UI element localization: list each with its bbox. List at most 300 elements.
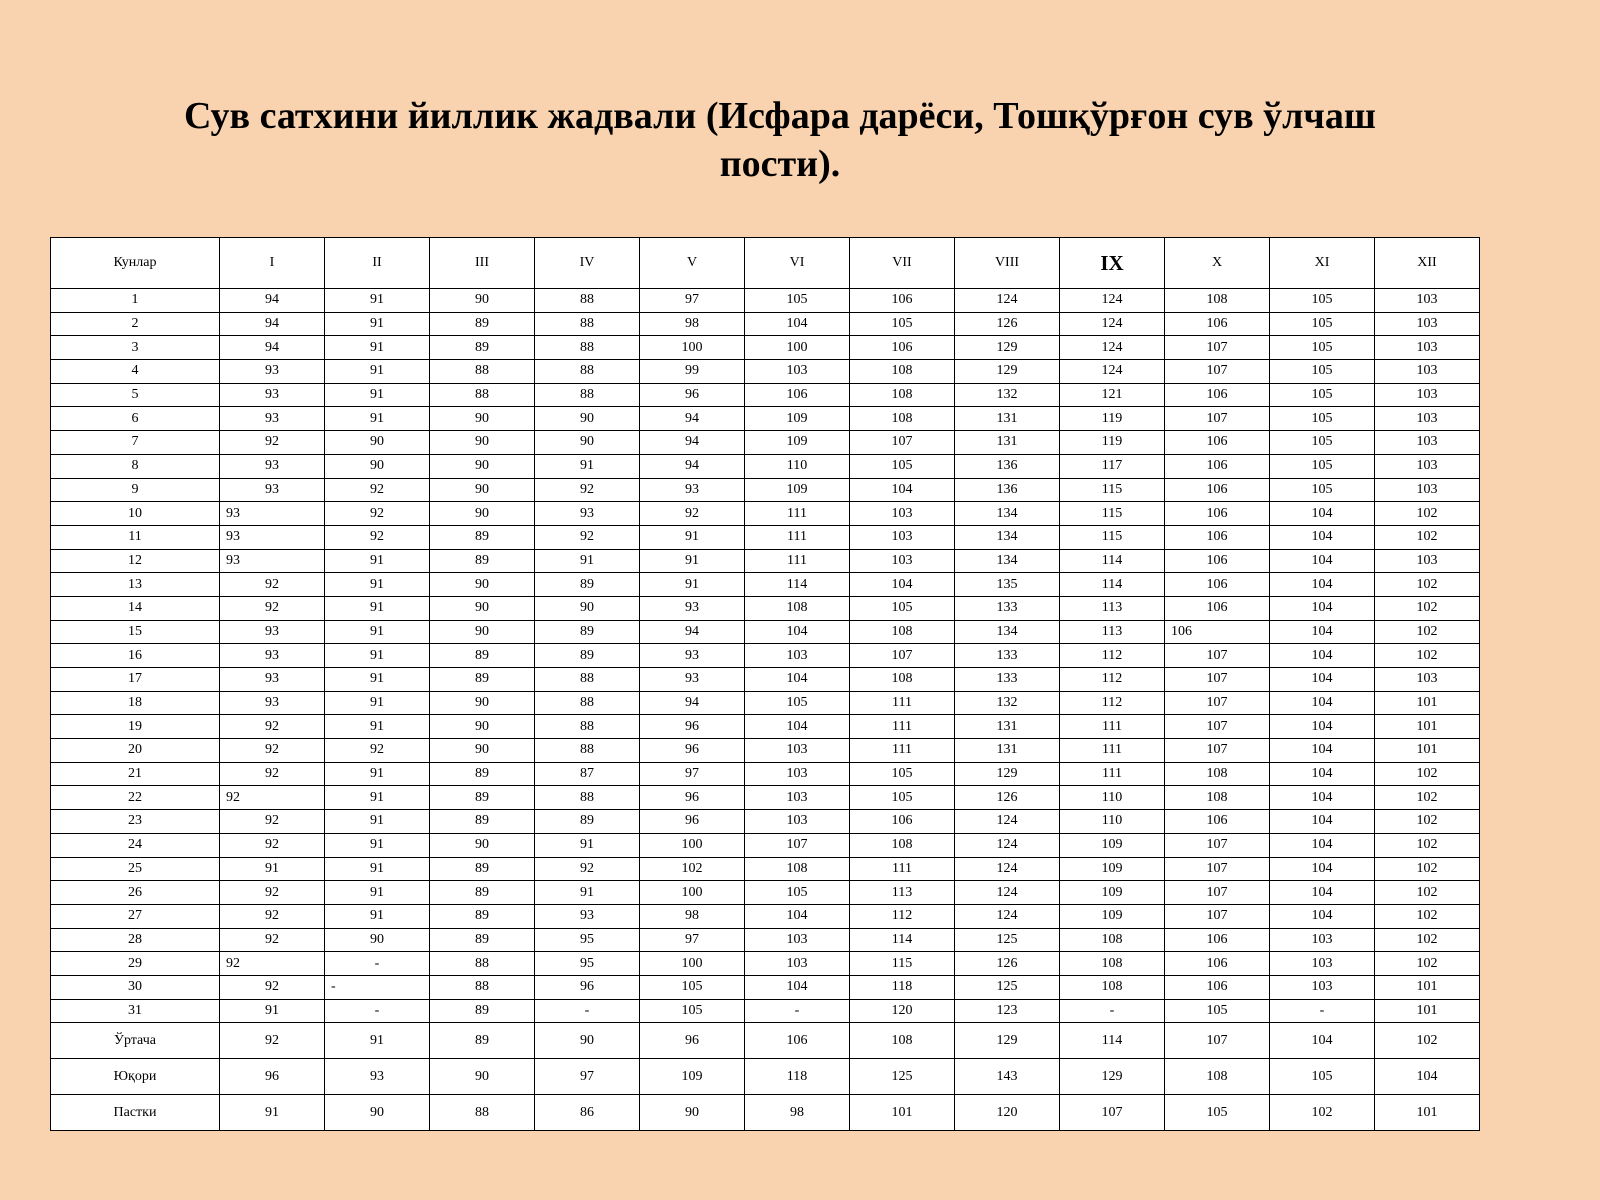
- value-cell: -: [745, 999, 850, 1023]
- value-cell: 103: [1375, 407, 1480, 431]
- value-cell: 90: [430, 739, 535, 763]
- value-cell: 108: [1060, 928, 1165, 952]
- summary-value: 90: [325, 1095, 430, 1131]
- value-cell: 107: [1165, 644, 1270, 668]
- value-cell: 103: [745, 786, 850, 810]
- value-cell: 94: [220, 336, 325, 360]
- summary-value: 101: [1375, 1095, 1480, 1131]
- value-cell: 93: [535, 502, 640, 526]
- value-cell: -: [325, 952, 430, 976]
- value-cell: 92: [220, 833, 325, 857]
- header-month: IX: [1060, 238, 1165, 289]
- value-cell: 93: [220, 691, 325, 715]
- value-cell: 106: [1165, 952, 1270, 976]
- value-cell: 105: [1270, 360, 1375, 384]
- value-cell: 93: [220, 525, 325, 549]
- day-cell: 25: [51, 857, 220, 881]
- summary-value: 104: [1375, 1059, 1480, 1095]
- value-cell: 96: [640, 810, 745, 834]
- value-cell: 99: [640, 360, 745, 384]
- summary-value: 88: [430, 1095, 535, 1131]
- value-cell: 106: [1165, 928, 1270, 952]
- day-cell: 27: [51, 904, 220, 928]
- value-cell: 92: [325, 502, 430, 526]
- value-cell: 91: [325, 691, 430, 715]
- header-month: V: [640, 238, 745, 289]
- value-cell: 107: [1165, 360, 1270, 384]
- value-cell: 110: [1060, 786, 1165, 810]
- value-cell: 106: [1165, 478, 1270, 502]
- value-cell: 88: [535, 739, 640, 763]
- value-cell: 91: [325, 715, 430, 739]
- value-cell: 89: [535, 620, 640, 644]
- day-cell: 12: [51, 549, 220, 573]
- summary-value: 90: [640, 1095, 745, 1131]
- value-cell: 89: [430, 881, 535, 905]
- table-row: [51, 312, 1480, 336]
- day-cell: 14: [51, 596, 220, 620]
- value-cell: 104: [850, 573, 955, 597]
- value-cell: 89: [430, 525, 535, 549]
- value-cell: 124: [1060, 360, 1165, 384]
- value-cell: 91: [325, 810, 430, 834]
- value-cell: 101: [1375, 691, 1480, 715]
- value-cell: 93: [220, 407, 325, 431]
- value-cell: 94: [640, 691, 745, 715]
- summary-value: 125: [850, 1059, 955, 1095]
- value-cell: 92: [220, 881, 325, 905]
- value-cell: 132: [955, 691, 1060, 715]
- value-cell: 104: [745, 668, 850, 692]
- header-month: VIII: [955, 238, 1060, 289]
- value-cell: 104: [1270, 857, 1375, 881]
- value-cell: 103: [1375, 668, 1480, 692]
- value-cell: 106: [1165, 383, 1270, 407]
- value-cell: 91: [325, 762, 430, 786]
- value-cell: 111: [745, 549, 850, 573]
- value-cell: 134: [955, 525, 1060, 549]
- value-cell: 90: [430, 407, 535, 431]
- value-cell: 113: [1060, 620, 1165, 644]
- value-cell: 102: [1375, 620, 1480, 644]
- value-cell: 106: [1165, 573, 1270, 597]
- table-row: [51, 928, 1480, 952]
- value-cell: 97: [640, 762, 745, 786]
- table-row: [51, 525, 1480, 549]
- value-cell: 103: [745, 928, 850, 952]
- value-cell: 121: [1060, 383, 1165, 407]
- value-cell: 91: [325, 407, 430, 431]
- value-cell: 120: [850, 999, 955, 1023]
- value-cell: 104: [745, 975, 850, 999]
- value-cell: 114: [1060, 549, 1165, 573]
- value-cell: 92: [220, 952, 325, 976]
- value-cell: 94: [640, 407, 745, 431]
- value-cell: 106: [1165, 810, 1270, 834]
- value-cell: 111: [850, 739, 955, 763]
- value-cell: 106: [1165, 431, 1270, 455]
- value-cell: 109: [1060, 833, 1165, 857]
- value-cell: 114: [850, 928, 955, 952]
- table-row: [51, 810, 1480, 834]
- summary-value: 143: [955, 1059, 1060, 1095]
- value-cell: 91: [325, 360, 430, 384]
- summary-label: Юқори: [51, 1059, 220, 1095]
- value-cell: 108: [1165, 786, 1270, 810]
- value-cell: 93: [220, 360, 325, 384]
- value-cell: 91: [325, 549, 430, 573]
- value-cell: 102: [1375, 596, 1480, 620]
- day-cell: 5: [51, 383, 220, 407]
- value-cell: 103: [1375, 478, 1480, 502]
- day-cell: 26: [51, 881, 220, 905]
- value-cell: 131: [955, 739, 1060, 763]
- value-cell: 102: [1375, 525, 1480, 549]
- value-cell: 92: [325, 525, 430, 549]
- value-cell: 95: [535, 928, 640, 952]
- value-cell: 111: [1060, 739, 1165, 763]
- value-cell: 105: [1270, 336, 1375, 360]
- day-cell: 10: [51, 502, 220, 526]
- value-cell: 105: [850, 786, 955, 810]
- value-cell: 126: [955, 312, 1060, 336]
- title-line-2: пости).: [719, 143, 841, 185]
- value-cell: 102: [1375, 952, 1480, 976]
- summary-value: 98: [745, 1095, 850, 1131]
- value-cell: 90: [430, 478, 535, 502]
- value-cell: 105: [1270, 407, 1375, 431]
- value-cell: 134: [955, 502, 1060, 526]
- table-row: [51, 336, 1480, 360]
- value-cell: 115: [850, 952, 955, 976]
- value-cell: 90: [535, 407, 640, 431]
- value-cell: 100: [640, 336, 745, 360]
- value-cell: 104: [1270, 715, 1375, 739]
- value-cell: 115: [1060, 502, 1165, 526]
- day-cell: 24: [51, 833, 220, 857]
- value-cell: 91: [325, 620, 430, 644]
- value-cell: 105: [1270, 383, 1375, 407]
- header-days: Кунлар: [51, 238, 220, 289]
- value-cell: 89: [535, 810, 640, 834]
- value-cell: 90: [535, 431, 640, 455]
- table-row: [51, 762, 1480, 786]
- value-cell: 89: [430, 668, 535, 692]
- value-cell: 94: [220, 312, 325, 336]
- value-cell: 105: [850, 762, 955, 786]
- value-cell: 111: [745, 525, 850, 549]
- value-cell: 115: [1060, 478, 1165, 502]
- value-cell: 124: [955, 833, 1060, 857]
- summary-value: 107: [1060, 1095, 1165, 1131]
- value-cell: 124: [955, 904, 1060, 928]
- value-cell: 108: [850, 360, 955, 384]
- value-cell: 111: [850, 691, 955, 715]
- value-cell: 102: [1375, 881, 1480, 905]
- value-cell: 133: [955, 644, 1060, 668]
- value-cell: 104: [1270, 596, 1375, 620]
- value-cell: 90: [430, 596, 535, 620]
- value-cell: 106: [1165, 549, 1270, 573]
- value-cell: 89: [535, 644, 640, 668]
- value-cell: 104: [1270, 739, 1375, 763]
- value-cell: 129: [955, 360, 1060, 384]
- value-cell: 129: [955, 762, 1060, 786]
- value-cell: 104: [1270, 644, 1375, 668]
- table-row: [51, 573, 1480, 597]
- value-cell: 93: [220, 549, 325, 573]
- value-cell: 111: [1060, 762, 1165, 786]
- value-cell: 94: [220, 289, 325, 313]
- value-cell: 90: [430, 620, 535, 644]
- value-cell: 103: [1375, 549, 1480, 573]
- value-cell: 105: [1270, 289, 1375, 313]
- value-cell: 91: [325, 857, 430, 881]
- value-cell: 108: [745, 596, 850, 620]
- value-cell: 109: [1060, 904, 1165, 928]
- day-cell: 28: [51, 928, 220, 952]
- value-cell: 88: [535, 289, 640, 313]
- value-cell: 91: [325, 833, 430, 857]
- day-cell: 11: [51, 525, 220, 549]
- table-row: [51, 596, 1480, 620]
- value-cell: 101: [1375, 739, 1480, 763]
- value-cell: 131: [955, 407, 1060, 431]
- summary-value: 105: [1270, 1059, 1375, 1095]
- value-cell: 106: [1165, 312, 1270, 336]
- value-cell: 124: [955, 810, 1060, 834]
- value-cell: 102: [1375, 502, 1480, 526]
- value-cell: 104: [1270, 904, 1375, 928]
- value-cell: 93: [220, 668, 325, 692]
- summary-label: Пастки: [51, 1095, 220, 1131]
- table-header-row: [51, 238, 1480, 289]
- day-cell: 23: [51, 810, 220, 834]
- value-cell: 109: [1060, 881, 1165, 905]
- value-cell: 136: [955, 454, 1060, 478]
- value-cell: 105: [850, 454, 955, 478]
- value-cell: 124: [955, 881, 1060, 905]
- value-cell: 111: [1060, 715, 1165, 739]
- value-cell: 105: [1270, 431, 1375, 455]
- summary-row: [51, 1059, 1480, 1095]
- table-row: [51, 549, 1480, 573]
- value-cell: 92: [640, 502, 745, 526]
- table-row: [51, 502, 1480, 526]
- value-cell: 100: [745, 336, 850, 360]
- value-cell: 119: [1060, 431, 1165, 455]
- value-cell: 92: [220, 739, 325, 763]
- value-cell: 103: [745, 952, 850, 976]
- value-cell: 108: [850, 620, 955, 644]
- value-cell: 100: [640, 881, 745, 905]
- value-cell: 91: [325, 881, 430, 905]
- table-row: [51, 786, 1480, 810]
- value-cell: 101: [1375, 715, 1480, 739]
- value-cell: 112: [1060, 644, 1165, 668]
- summary-value: 97: [535, 1059, 640, 1095]
- value-cell: 115: [1060, 525, 1165, 549]
- summary-row: [51, 1095, 1480, 1131]
- summary-value: 93: [325, 1059, 430, 1095]
- value-cell: 105: [745, 289, 850, 313]
- value-cell: -: [1060, 999, 1165, 1023]
- day-cell: 16: [51, 644, 220, 668]
- value-cell: 94: [640, 431, 745, 455]
- summary-value: 90: [535, 1023, 640, 1059]
- value-cell: 133: [955, 596, 1060, 620]
- table-row: [51, 289, 1480, 313]
- table-row: [51, 857, 1480, 881]
- value-cell: 93: [220, 502, 325, 526]
- day-cell: 4: [51, 360, 220, 384]
- value-cell: 100: [640, 833, 745, 857]
- value-cell: 103: [850, 502, 955, 526]
- value-cell: 103: [1375, 336, 1480, 360]
- value-cell: -: [535, 999, 640, 1023]
- value-cell: 104: [1270, 786, 1375, 810]
- value-cell: 126: [955, 952, 1060, 976]
- value-cell: 103: [1375, 289, 1480, 313]
- summary-value: 104: [1270, 1023, 1375, 1059]
- value-cell: 90: [325, 431, 430, 455]
- summary-value: 96: [640, 1023, 745, 1059]
- value-cell: 104: [1270, 549, 1375, 573]
- table-row: [51, 360, 1480, 384]
- value-cell: 102: [1375, 928, 1480, 952]
- value-cell: 93: [640, 478, 745, 502]
- table-row: [51, 975, 1480, 999]
- value-cell: 109: [745, 478, 850, 502]
- value-cell: 106: [1165, 525, 1270, 549]
- table-row: [51, 431, 1480, 455]
- summary-value: 89: [430, 1023, 535, 1059]
- value-cell: 92: [325, 478, 430, 502]
- value-cell: 105: [640, 975, 745, 999]
- value-cell: 112: [1060, 691, 1165, 715]
- summary-value: 91: [325, 1023, 430, 1059]
- value-cell: 105: [1270, 312, 1375, 336]
- table-row: [51, 715, 1480, 739]
- value-cell: 129: [955, 336, 1060, 360]
- summary-value: 120: [955, 1095, 1060, 1131]
- value-cell: 90: [430, 573, 535, 597]
- value-cell: 123: [955, 999, 1060, 1023]
- value-cell: 90: [430, 502, 535, 526]
- value-cell: 92: [535, 857, 640, 881]
- value-cell: 102: [1375, 904, 1480, 928]
- value-cell: 105: [850, 312, 955, 336]
- value-cell: 93: [220, 478, 325, 502]
- value-cell: 105: [1270, 478, 1375, 502]
- table-row: [51, 668, 1480, 692]
- table-row: [51, 833, 1480, 857]
- value-cell: 125: [955, 975, 1060, 999]
- value-cell: 95: [535, 952, 640, 976]
- summary-value: 114: [1060, 1023, 1165, 1059]
- day-cell: 29: [51, 952, 220, 976]
- value-cell: 101: [1375, 975, 1480, 999]
- value-cell: 104: [745, 620, 850, 644]
- value-cell: 104: [1270, 525, 1375, 549]
- table-row: [51, 999, 1480, 1023]
- day-cell: 2: [51, 312, 220, 336]
- value-cell: 91: [535, 881, 640, 905]
- value-cell: 109: [745, 431, 850, 455]
- value-cell: 93: [640, 644, 745, 668]
- value-cell: 131: [955, 431, 1060, 455]
- value-cell: 92: [220, 975, 325, 999]
- summary-value: 102: [1375, 1023, 1480, 1059]
- value-cell: 112: [850, 904, 955, 928]
- value-cell: 90: [430, 431, 535, 455]
- value-cell: 107: [850, 431, 955, 455]
- value-cell: 105: [745, 691, 850, 715]
- value-cell: 124: [1060, 312, 1165, 336]
- day-cell: 18: [51, 691, 220, 715]
- value-cell: 134: [955, 549, 1060, 573]
- value-cell: 135: [955, 573, 1060, 597]
- value-cell: 102: [1375, 644, 1480, 668]
- day-cell: 31: [51, 999, 220, 1023]
- value-cell: 93: [220, 644, 325, 668]
- value-cell: 91: [535, 833, 640, 857]
- value-cell: 88: [430, 952, 535, 976]
- value-cell: 119: [1060, 407, 1165, 431]
- day-cell: 9: [51, 478, 220, 502]
- value-cell: 89: [430, 644, 535, 668]
- value-cell: 89: [430, 857, 535, 881]
- value-cell: 104: [745, 715, 850, 739]
- value-cell: 108: [1060, 952, 1165, 976]
- summary-value: 129: [1060, 1059, 1165, 1095]
- value-cell: 91: [640, 573, 745, 597]
- value-cell: 91: [640, 549, 745, 573]
- value-cell: 113: [850, 881, 955, 905]
- header-month: I: [220, 238, 325, 289]
- value-cell: 92: [220, 904, 325, 928]
- value-cell: 101: [1375, 999, 1480, 1023]
- value-cell: 89: [430, 786, 535, 810]
- value-cell: 113: [1060, 596, 1165, 620]
- value-cell: 92: [220, 810, 325, 834]
- value-cell: 106: [850, 336, 955, 360]
- summary-row: [51, 1023, 1480, 1059]
- value-cell: 124: [955, 289, 1060, 313]
- value-cell: 104: [1270, 881, 1375, 905]
- value-cell: 91: [325, 383, 430, 407]
- value-cell: 106: [1165, 975, 1270, 999]
- value-cell: 92: [220, 762, 325, 786]
- value-cell: 108: [1060, 975, 1165, 999]
- day-cell: 1: [51, 289, 220, 313]
- value-cell: 88: [430, 383, 535, 407]
- value-cell: 103: [850, 525, 955, 549]
- table-row: [51, 691, 1480, 715]
- table-row: [51, 881, 1480, 905]
- value-cell: 106: [850, 810, 955, 834]
- day-cell: 6: [51, 407, 220, 431]
- value-cell: 90: [325, 454, 430, 478]
- value-cell: 91: [325, 596, 430, 620]
- value-cell: 92: [325, 739, 430, 763]
- value-cell: 125: [955, 928, 1060, 952]
- value-cell: 91: [325, 573, 430, 597]
- header-month: XI: [1270, 238, 1375, 289]
- summary-value: 107: [1165, 1023, 1270, 1059]
- value-cell: 90: [325, 928, 430, 952]
- header-month: II: [325, 238, 430, 289]
